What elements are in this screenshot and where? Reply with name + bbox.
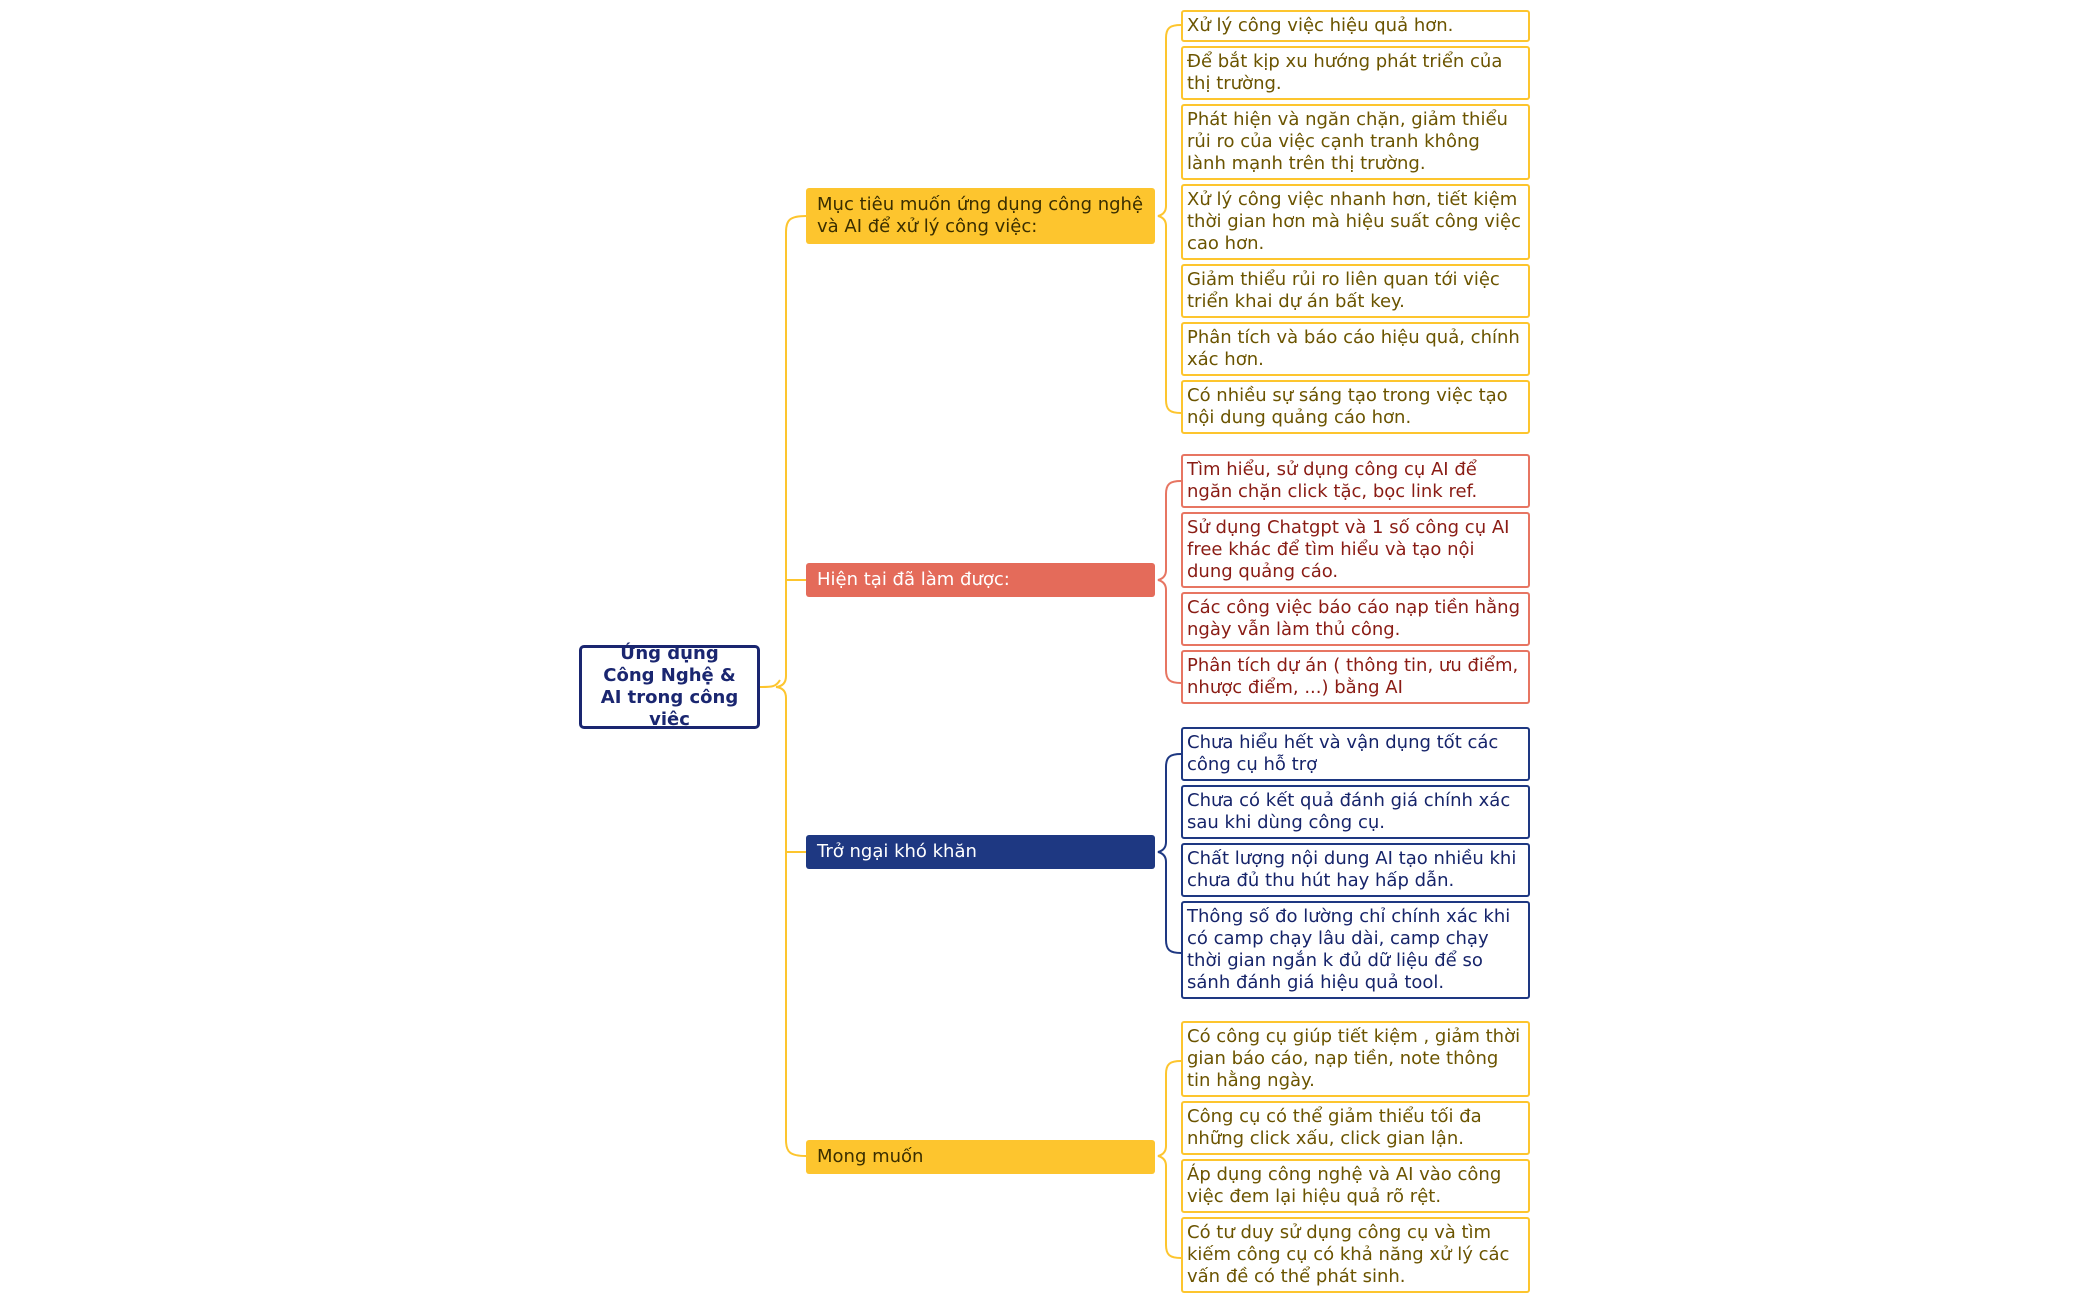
branch-obstacles[interactable] [806,835,1155,869]
leaf-current-4[interactable]: Phân tích dự án ( thông tin, ưu điểm, nhược điểm, ...) bằng AI [1181,650,1530,704]
branch-current[interactable] [806,563,1155,597]
root-title: Ứng dụng Công Nghệ & AI trong công việc [600,643,739,730]
leaf-obstacle-4[interactable]: Thông số đo lường chỉ chính xác khi có camp chạy lâu dài, camp chạy thời gian ngắn k đủ dữ liệu để so sánh đánh giá hiệu quả tool. [1181,901,1530,999]
bracket-branch-2 [1158,481,1181,683]
leaf-goal-3[interactable]: Phát hiện và ngăn chặn, giảm thiểu rủi ro của việc cạnh tranh không lành mạnh trên thị trường. [1181,104,1530,180]
branch-obstacles-label: Trở ngại khó khăn [817,841,977,862]
branch-goals-label: Mục tiêu muốn ứng dụng công nghệ và AI để xử lý công việc: [817,194,1144,237]
leaf-goal-1[interactable]: Xử lý công việc hiệu quả hơn. [1181,10,1530,42]
leaf-current-1[interactable]: Tìm hiểu, sử dụng công cụ AI để ngăn chặn click tặc, bọc link ref. [1181,454,1530,508]
main-trunk [776,216,806,1156]
leaf-obstacle-3[interactable]: Chất lượng nội dung AI tạo nhiều khi chưa đủ thu hút hay hấp dẫn. [1181,843,1530,897]
leaf-goal-7[interactable]: Có nhiều sự sáng tạo trong việc tạo nội dung quảng cáo hơn. [1181,380,1530,434]
bracket-branch-1 [1158,25,1181,413]
leaf-obstacle-1[interactable]: Chưa hiểu hết và vận dụng tốt các công cụ hỗ trợ [1181,727,1530,781]
leaf-current-3[interactable]: Các công việc báo cáo nạp tiền hằng ngày vẫn làm thủ công. [1181,592,1530,646]
leaf-obstacle-2[interactable]: Chưa có kết quả đánh giá chính xác sau khi dùng công cụ. [1181,785,1530,839]
branch-wishes[interactable] [806,1140,1155,1174]
leaf-current-2[interactable]: Sử dụng Chatgpt và 1 số công cụ AI free khác để tìm hiểu và tạo nội dung quảng cáo. [1181,512,1530,588]
leaf-wish-1[interactable]: Có công cụ giúp tiết kiệm , giảm thời gian báo cáo, nạp tiền, note thông tin hằng ngày. [1181,1021,1530,1097]
leaf-wish-3[interactable]: Áp dụng công nghệ và AI vào công việc đem lại hiệu quả rõ rệt. [1181,1159,1530,1213]
root-topic[interactable] [579,645,760,729]
branch-goals[interactable] [806,188,1155,244]
branch-current-label: Hiện tại đã làm được: [817,569,1010,590]
leaf-goal-4[interactable]: Xử lý công việc nhanh hơn, tiết kiệm thời gian hơn mà hiệu suất công việc cao hơn. [1181,184,1530,260]
leaf-goal-6[interactable]: Phân tích và báo cáo hiệu quả, chính xác hơn. [1181,322,1530,376]
branch-wishes-label: Mong muốn [817,1146,924,1167]
leaf-wish-4[interactable]: Có tư duy sử dụng công cụ và tìm kiếm công cụ có khả năng xử lý các vấn đề có thể phát sinh. [1181,1217,1530,1293]
leaf-goal-2[interactable]: Để bắt kịp xu hướng phát triển của thị trường. [1181,46,1530,100]
leaf-goal-5[interactable]: Giảm thiểu rủi ro liên quan tới việc triển khai dự án bất key. [1181,264,1530,318]
bracket-branch-3 [1158,754,1181,953]
bracket-branch-4 [1158,1061,1181,1258]
leaf-wish-2[interactable]: Công cụ có thể giảm thiểu tối đa những click xấu, click gian lận. [1181,1101,1530,1155]
